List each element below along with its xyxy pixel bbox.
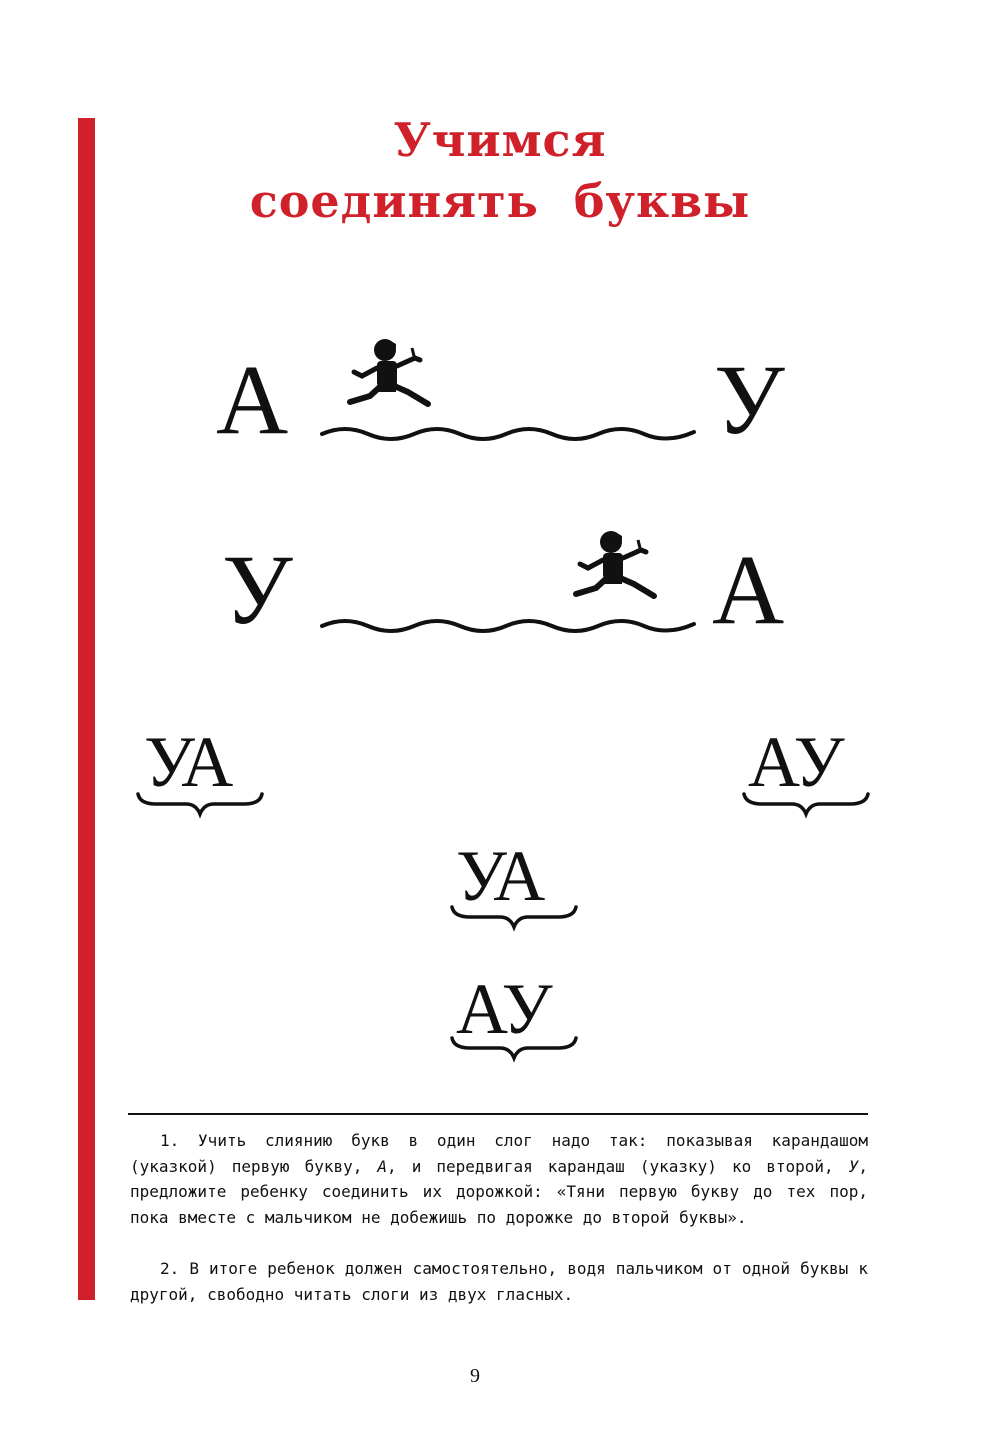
row1-left-letter: А	[216, 344, 289, 455]
syllable-right-brace	[742, 792, 870, 818]
row2-wavy-path	[320, 612, 696, 636]
runner-icon	[340, 330, 450, 415]
row2-left-letter: У	[222, 534, 293, 645]
syllable-center-bottom: АУ	[456, 969, 553, 1049]
footnote-2: 2. В итоге ребенок должен самостоятельно, водя пальчиком от одной буквы к другой, свободно читать слоги из двух гласных.	[130, 1259, 868, 1304]
syllable-center-top-brace	[450, 905, 578, 931]
syllable-right: АУ	[748, 722, 845, 802]
syllable-center-bottom-brace	[450, 1036, 578, 1062]
footnote-1: 1. Учить слиянию букв в один слог надо так: показывая карандашом (указкой) первую букву, А, и передвигая карандаш (указку) ко второй, У, предложите ребенку соединить их дорожкой: «Тяни первую букву до тех пор, пока вместе с мальчиком не добежишь по дорожке до второй буквы».	[130, 1131, 869, 1227]
page-number: 9	[470, 1365, 480, 1387]
runner-icon	[566, 522, 676, 607]
row2-right-letter: А	[712, 534, 785, 645]
red-margin-bar	[78, 118, 95, 1300]
row1-right-letter: У	[714, 344, 785, 455]
page-title-line2: соединять буквы	[249, 174, 751, 228]
syllable-left: УА	[144, 722, 234, 802]
syllable-center-top: УА	[456, 836, 546, 916]
row1-wavy-path	[320, 420, 696, 444]
syllable-left-brace	[136, 792, 264, 818]
page-title-line1: Учимся	[393, 113, 607, 167]
footnote-divider	[128, 1113, 868, 1115]
